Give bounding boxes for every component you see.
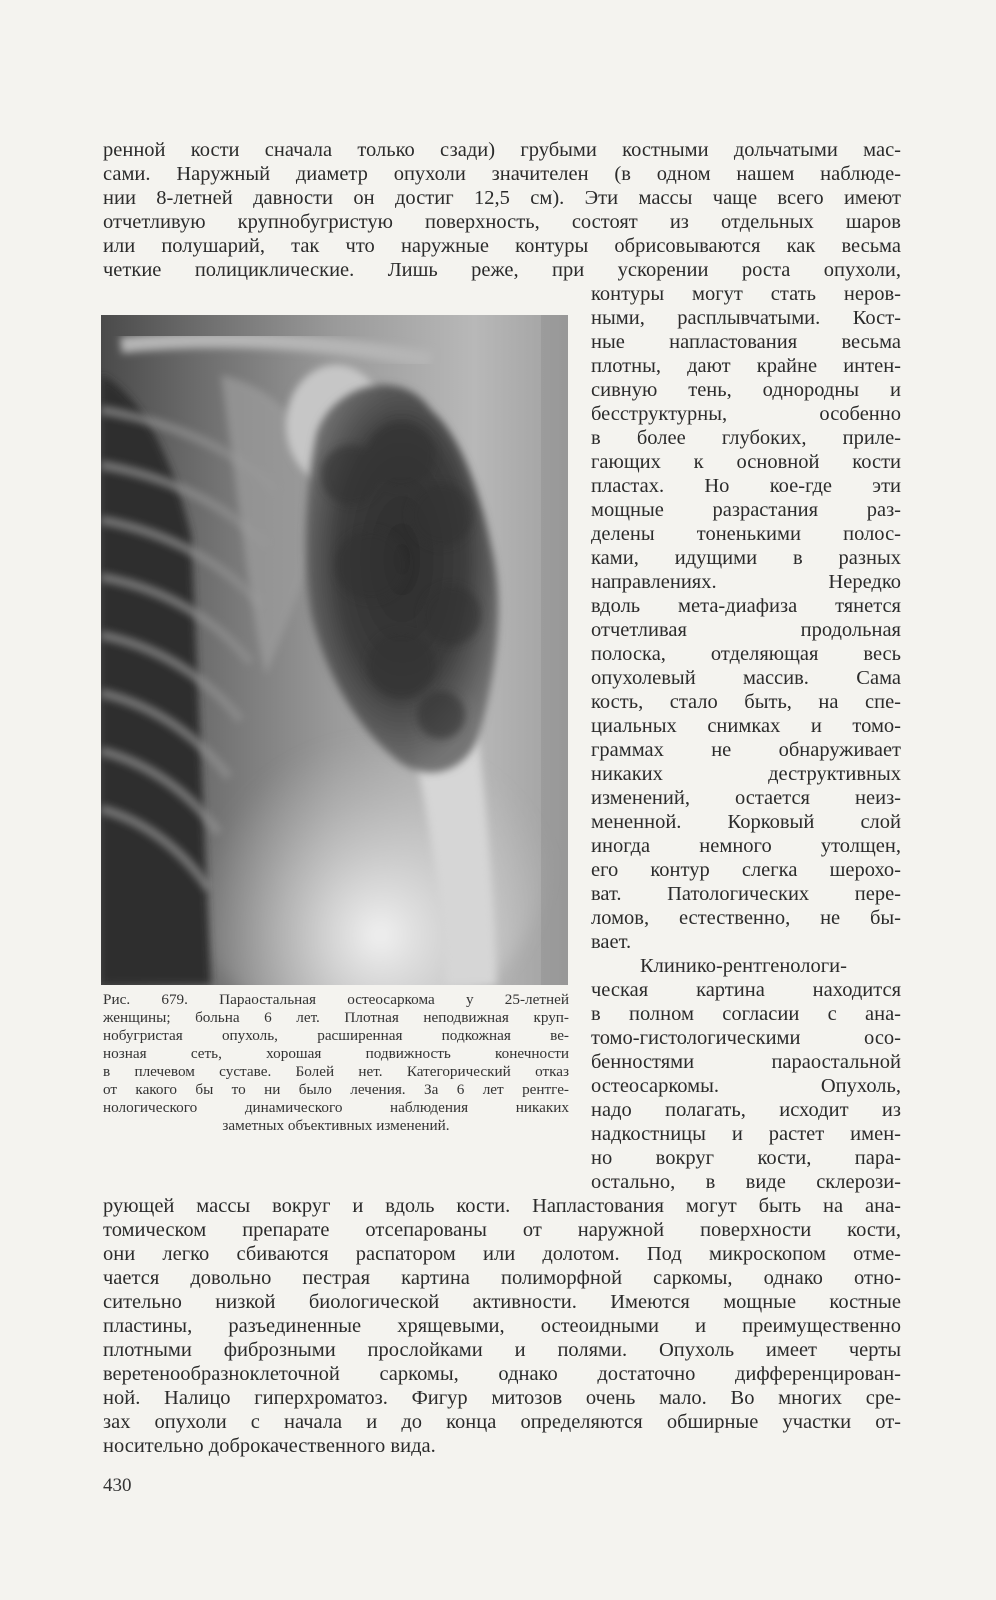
body-line: кость, стало быть, на спе- xyxy=(591,691,901,713)
body-line: делены тоненькими полос- xyxy=(591,523,901,545)
body-line: нии 8-летней давности он достиг 12,5 см). Эти массы чаще всего имеют xyxy=(103,187,901,209)
body-line: пластах. Но кое-где эти xyxy=(591,475,901,497)
body-line: ломов, естественно, не бы- xyxy=(591,907,901,929)
figure-caption-line: нозная сеть, хорошая подвижность конечности xyxy=(103,1045,569,1062)
body-line: плотны, дают крайне интен- xyxy=(591,355,901,377)
body-line: зах опухоли с начала и до конца определяются обширные участки от- xyxy=(103,1411,901,1433)
body-line: гающих к основной кости xyxy=(591,451,901,473)
body-line: бенностями параостальной xyxy=(591,1051,901,1073)
body-line: Клинико-рентгенологи- xyxy=(640,955,847,977)
body-line: циальных снимках и томо- xyxy=(591,715,901,737)
body-line: носительно доброкачественного вида. xyxy=(103,1435,436,1457)
body-line: сительно низкой биологической активности. Имеются мощные костные xyxy=(103,1291,901,1313)
figure-caption-line: от какого бы то ни было лечения. За 6 лет рентге- xyxy=(103,1081,569,1098)
body-line: полоска, отделяющая весь xyxy=(591,643,901,665)
body-line: надо полагать, исходит из xyxy=(591,1099,901,1121)
body-line: рующей массы вокруг и вдоль кости. Напластования могут быть на ана- xyxy=(103,1195,901,1217)
figure-caption-line: в плечевом суставе. Болей нет. Категорический отказ xyxy=(103,1063,569,1080)
body-line: изменений, остается неиз- xyxy=(591,787,901,809)
body-line: томическом препарате отсепарованы от наружной поверхности кости, xyxy=(103,1219,901,1241)
body-line: вдоль мета-диафиза тянется xyxy=(591,595,901,617)
body-line: чается довольно пестрая картина полиморфной саркомы, однако отно- xyxy=(103,1267,901,1289)
figure-caption-line: нобугристая опухоль, расширенная подкожная ве- xyxy=(103,1027,569,1044)
body-line: отчетливую крупнобугристую поверхность, состоят из отдельных шаров xyxy=(103,211,901,233)
body-line: они легко сбиваются распатором или долотом. Под микроскопом отме- xyxy=(103,1243,901,1265)
page-number: 430 xyxy=(103,1475,132,1496)
figure-caption-line: заметных объективных изменений. xyxy=(222,1117,450,1134)
body-line: ными, расплывчатыми. Кост- xyxy=(591,307,901,329)
body-line: его контур слегка шерохо- xyxy=(591,859,901,881)
body-line: веретенообразноклеточной саркомы, однако достаточно дифференцирован- xyxy=(103,1363,901,1385)
body-line: ческая картина находится xyxy=(591,979,901,1001)
body-line: в более глубоких, приле- xyxy=(591,427,901,449)
body-line: вает. xyxy=(591,931,632,953)
body-line: ками, идущими в разных xyxy=(591,547,901,569)
body-line: контуры могут стать неров- xyxy=(591,283,901,305)
body-line: томо-гистологическими осо- xyxy=(591,1027,901,1049)
body-line: или полушарий, так что наружные контуры обрисовываются как весьма xyxy=(103,235,901,257)
body-line: остеосаркомы. Опухоль, xyxy=(591,1075,901,1097)
body-line: плотными фиброзными прослойками и полями. Опухоль имеет черты xyxy=(103,1339,901,1361)
body-line: никаких деструктивных xyxy=(591,763,901,785)
figure-caption-line: нологического динамического наблюдения никаких xyxy=(103,1099,569,1116)
body-line: ной. Налицо гиперхроматоз. Фигур митозов очень мало. Во многих сре- xyxy=(103,1387,901,1409)
body-line: остально, в виде склерози- xyxy=(591,1171,901,1193)
body-line: в полном согласии с ана- xyxy=(591,1003,901,1025)
body-line: опухолевый массив. Сама xyxy=(591,667,901,689)
body-line: ные напластования весьма xyxy=(591,331,901,353)
xray-figure xyxy=(101,315,568,985)
body-line: граммах не обнаруживает xyxy=(591,739,901,761)
body-line: пластины, разъединенные хрящевыми, остеоидными и преимущественно xyxy=(103,1315,901,1337)
body-line: четкие полициклические. Лишь реже, при ускорении роста опухоли, xyxy=(103,259,901,281)
xray-image xyxy=(101,315,568,985)
body-line: отчетливая продольная xyxy=(591,619,901,641)
body-line: иногда немного утолщен, xyxy=(591,835,901,857)
body-line: мощные разрастания раз- xyxy=(591,499,901,521)
figure-caption-line: женщины; больна 6 лет. Плотная неподвижная круп- xyxy=(103,1009,569,1026)
body-line: ват. Патологических пере- xyxy=(591,883,901,905)
figure-caption-line: Рис. 679. Параостальная остеосаркома у 25-летней xyxy=(103,991,569,1008)
body-line: но вокруг кости, пара- xyxy=(591,1147,901,1169)
body-line: надкостницы и растет имен- xyxy=(591,1123,901,1145)
body-line: сивную тень, однородны и xyxy=(591,379,901,401)
body-line: мененной. Корковый слой xyxy=(591,811,901,833)
body-line: бесструктурны, особенно xyxy=(591,403,901,425)
body-line: ренной кости сначала только сзади) грубыми костными дольчатыми мас- xyxy=(103,139,901,161)
body-line: направлениях. Нередко xyxy=(591,571,901,593)
body-line: сами. Наружный диаметр опухоли значителен (в одном нашем наблюде- xyxy=(103,163,901,185)
